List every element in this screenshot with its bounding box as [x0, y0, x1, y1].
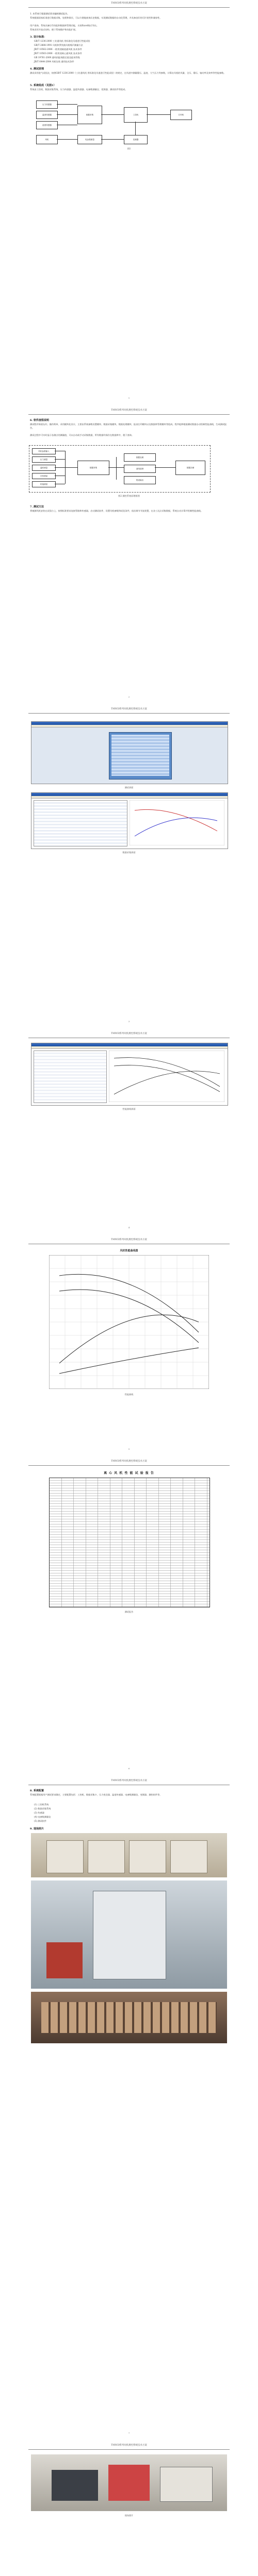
box-humidity-sensor: 湿度传感器 — [36, 121, 58, 129]
plot-frame — [130, 800, 224, 845]
data-table — [34, 800, 127, 846]
connector — [55, 467, 77, 468]
figure-1-caption: 图1 — [127, 147, 131, 150]
box-printer: 打印机 — [170, 110, 192, 120]
config-item: (3) 传感器 — [34, 1811, 44, 1814]
connector — [57, 114, 77, 115]
page-6 — [0, 1458, 258, 1777]
box-daq: 数据采集 — [77, 106, 102, 124]
page-4 — [0, 1030, 258, 1236]
page-number: 1 — [128, 397, 130, 399]
page-header: TMWD系列风机测控系统技术方案 — [111, 1032, 147, 1035]
software-text: 测试程序界面友好，操作简单，采用模块化设计，主要由系统参数设置模块、数据采集模块、数据处理模块、报表打印模块以及数据库管理模块等组成。程序能够根据测试数据自动绘制性能曲线，生成测试报告。 — [30, 423, 227, 429]
cabinet — [129, 1840, 166, 1873]
header-rule — [28, 1465, 230, 1466]
standard-item: GB/T 2888-1991 风机和罗茨鼓风机噪声测量方法 — [34, 44, 83, 46]
standards-heading: 3. 设计标准： — [30, 36, 46, 39]
flow-input: 风机参数输入 — [32, 448, 56, 454]
system-text: 系统由工控机、数据采集系统、压力传感器、温度传感器、电参数测量仪、变频器、测试软件等组成。 — [30, 88, 127, 91]
figure-caption: 性能曲线 — [124, 1393, 134, 1396]
standard-item: JB/T 10563-2006 一般用途离心通风机 技术条件 — [34, 52, 82, 55]
method2-text: 将被测风机安装在试验台上，按照标准要求连接管路和传感器，启动测试软件，设置风机参数和试验条件，依次调节节流装置，在各工况点采集数据，系统自动计算并绘制性能曲线。 — [30, 510, 203, 512]
connector — [57, 104, 77, 105]
figure-caption: 测试界面 — [124, 786, 134, 789]
flow-report: 报表输出 — [124, 476, 156, 484]
box-vfd: 变频器 — [124, 135, 148, 144]
report-title: 离 心 风 机 性 能 试 验 报 告 — [104, 1471, 154, 1475]
instrument-cabinet — [160, 2467, 213, 2502]
performance-chart — [49, 1255, 209, 1389]
header-rule — [28, 7, 230, 8]
connector — [55, 459, 65, 460]
intro-line-1: 1. 本系统可根据测试要求编制测试报告。 — [30, 12, 70, 15]
window-menubar — [31, 725, 228, 727]
cabinet — [46, 1840, 84, 1873]
system-heading: 5. 系统组成（见图1） — [30, 84, 56, 87]
photo-caption: 现场照片 — [124, 2514, 134, 2517]
box-fan: 风机 — [36, 135, 58, 144]
method2-heading: 7. 测试方法 — [30, 505, 44, 509]
config-heading: 8. 系统配置 — [30, 1789, 44, 1792]
config-item: (2) 数据采集系统 — [34, 1807, 51, 1810]
standard-item: JB/T 10562-2006 一般用途轴流通风机 技术条件 — [34, 48, 82, 50]
curve-plot — [109, 1050, 224, 1102]
flow-power: 功率测量 — [32, 473, 56, 479]
parameter-panel — [109, 732, 172, 779]
test-duct — [93, 1891, 166, 1979]
flow-processing: 数据处理 — [124, 453, 156, 462]
page-header: TMWD系列风机测控系统技术方案 — [111, 1239, 147, 1241]
page-header: TMWD系列风机测控系统技术方案 — [111, 2, 147, 5]
page-3 — [0, 706, 258, 1030]
intro-line-4: 系统采用开放式结构，便于系统维护和功能扩展。 — [30, 28, 78, 31]
software-heading: 6. 软件流程说明 — [30, 419, 49, 422]
software-data-window — [31, 792, 228, 849]
figure-caption: 性能曲线界面 — [122, 1108, 136, 1110]
photo-test-rig — [31, 1880, 227, 1989]
box-temp-sensor: 温度传感器 — [36, 111, 58, 119]
software-main-window — [31, 721, 228, 784]
plot-frame — [109, 1050, 224, 1102]
cabinet — [170, 1840, 207, 1873]
page-header: TMWD系列风机测控系统技术方案 — [111, 409, 147, 412]
photo-heading: 9. 现场照片 — [30, 1827, 44, 1831]
header-rule — [28, 2449, 230, 2450]
intro-line-2: 系统根据国家标准进行数据采集、处理和保存，可以方便地查询历史数据，实现测试数据的自动化管理，并具备良好的可扩展性和兼容性。 — [30, 16, 162, 19]
config-item: (5) 测试软件 — [34, 1820, 47, 1822]
figure-caption: 测试报告 — [124, 1611, 134, 1613]
page-8 — [0, 2442, 258, 2576]
page-number: 7 — [128, 2432, 130, 2434]
page-number: 4 — [128, 1226, 130, 1229]
config-item: (1) 工控机系统 — [34, 1803, 49, 1806]
cabinet — [88, 1840, 125, 1873]
flow-storage: 数据存储 — [175, 461, 205, 475]
page-header: TMWD系列风机测控系统技术方案 — [111, 2444, 147, 2447]
result-table — [34, 1050, 107, 1103]
page-header: TMWD系列风机测控系统技术方案 — [111, 1460, 147, 1463]
flow-pressure: 压力测量 — [32, 456, 56, 463]
software-curve-window — [31, 1043, 228, 1106]
page-number: 2 — [128, 696, 130, 698]
page-5 — [0, 1236, 258, 1458]
box-ipc: 工控机 — [124, 107, 148, 123]
chart-title: 风机性能曲线图 — [120, 1249, 138, 1252]
connector — [57, 139, 77, 140]
report-table — [49, 1478, 210, 1607]
config-item: (4) 电参数测量仪 — [34, 1816, 51, 1818]
window-menubar — [31, 1046, 228, 1049]
page-2 — [0, 407, 258, 706]
method-heading: 4. 测试原理 — [30, 67, 44, 71]
page-header: TMWD系列风机测控系统技术方案 — [111, 1780, 147, 1782]
curve-preview — [130, 800, 224, 845]
photo-control-cabinets — [31, 1833, 227, 1877]
photo-test-station — [31, 2454, 227, 2511]
standard-item: GB/T 1236-2000 工业通风机 用标准化风道进行性能试验 — [34, 40, 90, 42]
standard-item: JB/T 6444-2004 风机包装 通用技术条件 — [34, 60, 74, 63]
connector — [135, 122, 136, 135]
software-text-2: 测试过程中可实时显示各测点的测量值，可以自动或手动采集数据，所有数据均保存在数据库中，便于查询。 — [30, 434, 134, 436]
standard-item: GB 19761-2009 通风机能效限定值及能效等级 — [34, 56, 80, 59]
window-menubar — [31, 796, 228, 799]
method-text: 测试采用进气试验法，按照GB/T 1236-2000《工业通风机 用标准化风道进行性能试验》的规定，在风道中测量静压、温度、大气压力等参数，计算出风机的风量、全压、静压、轴功率及效率等性能参数。 — [30, 72, 226, 74]
page-header: TMWD系列风机测控系统技术方案 — [111, 708, 147, 710]
figure-caption: 数据采集界面 — [122, 851, 136, 854]
page-7 — [0, 1777, 258, 2442]
connector — [65, 451, 66, 484]
box-power-meter: 电参数测量 — [77, 135, 102, 144]
control-desk — [52, 2470, 98, 2501]
header-rule — [28, 713, 230, 714]
page-1 — [0, 0, 258, 407]
parameter-grid — [111, 735, 169, 776]
connector — [147, 114, 170, 115]
box-pressure-sensor: 压力传感器 — [36, 100, 58, 109]
fan-equipment — [46, 1942, 83, 1978]
flow-curves: 曲线绘制 — [124, 465, 156, 473]
flow-speed: 转速测量 — [32, 481, 56, 487]
page-number: 6 — [128, 1767, 130, 1770]
figure-2-caption: 图2 测控系统原理框图 — [118, 495, 140, 497]
page-number: 3 — [128, 1020, 130, 1023]
flow-temp: 温度测量 — [32, 465, 56, 471]
connector — [101, 114, 124, 115]
connector — [116, 457, 117, 480]
connector — [155, 467, 175, 468]
flow-daq: 数据采集 — [77, 461, 109, 475]
intro-line-3: 用户查询、系统具备打印功能和数据库管理功能，支持Excel格式导出。 — [30, 24, 99, 27]
workshop-structure — [41, 2002, 217, 2033]
flow-boundary — [29, 445, 211, 493]
photo-workshop — [31, 1992, 227, 2043]
fan-unit — [108, 2465, 150, 2501]
connector — [101, 139, 124, 140]
page-number: 5 — [128, 1448, 130, 1450]
config-text: 系统配置根据用户测试要求确定，主要配置包括：工控机、数据采集卡、压力变送器、温度传感器、电参数测量仪、变频器、测控软件等。 — [30, 1793, 162, 1796]
header-rule — [28, 414, 230, 415]
